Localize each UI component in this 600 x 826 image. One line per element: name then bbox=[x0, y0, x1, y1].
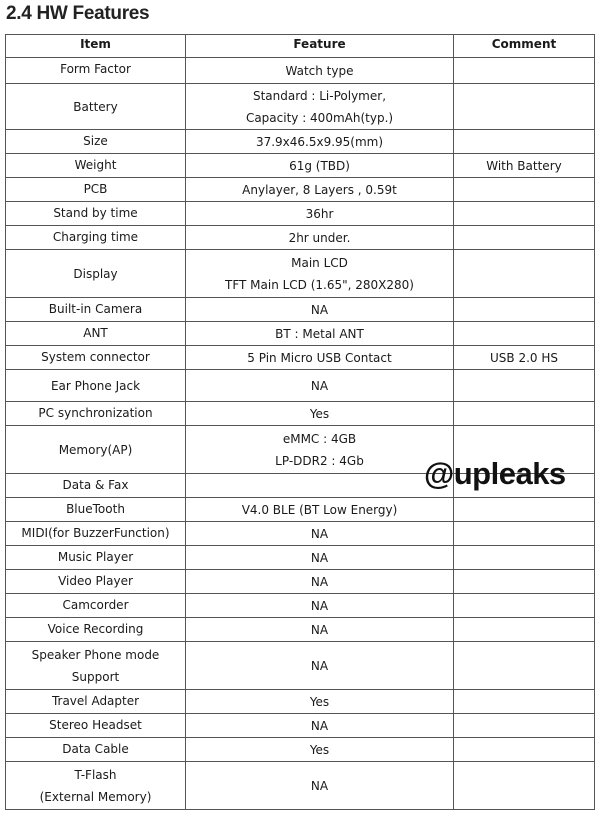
item-cell bbox=[6, 618, 186, 642]
comment-cell bbox=[454, 346, 595, 370]
feature-cell bbox=[186, 322, 454, 346]
comment-cell bbox=[454, 58, 595, 84]
item-cell bbox=[6, 154, 186, 178]
item-cell-line: ANT bbox=[83, 326, 108, 340]
table-row bbox=[6, 58, 595, 84]
item-cell-line: Support bbox=[71, 669, 120, 684]
item-cell bbox=[6, 474, 186, 498]
column-header-feature: Feature bbox=[186, 35, 454, 58]
item-cell-line: System connector bbox=[41, 350, 150, 364]
item-cell bbox=[6, 202, 186, 226]
table-row bbox=[6, 178, 595, 202]
feature-cell bbox=[186, 154, 454, 178]
table-row bbox=[6, 298, 595, 322]
item-cell bbox=[6, 370, 186, 402]
column-header-comment: Comment bbox=[454, 35, 595, 58]
comment-cell bbox=[454, 546, 595, 570]
feature-cell-line: NA bbox=[310, 598, 329, 613]
comment-cell bbox=[454, 498, 595, 522]
comment-cell bbox=[454, 738, 595, 762]
item-cell bbox=[6, 322, 186, 346]
item-cell bbox=[6, 130, 186, 154]
item-cell bbox=[6, 762, 186, 810]
table-row bbox=[6, 202, 595, 226]
feature-cell bbox=[186, 642, 454, 690]
comment-cell bbox=[454, 714, 595, 738]
feature-cell-line: Watch type bbox=[285, 63, 354, 78]
item-cell-line: BlueTooth bbox=[66, 502, 125, 516]
table-body bbox=[6, 58, 595, 810]
table-row bbox=[6, 714, 595, 738]
item-cell-line: Display bbox=[73, 266, 118, 281]
item-cell bbox=[6, 522, 186, 546]
comment-cell bbox=[454, 178, 595, 202]
feature-cell-line: Yes bbox=[309, 742, 330, 757]
feature-cell-line: NA bbox=[310, 658, 329, 673]
item-cell bbox=[6, 714, 186, 738]
feature-cell bbox=[186, 346, 454, 370]
comment-cell bbox=[454, 250, 595, 298]
item-cell-line: Travel Adapter bbox=[51, 694, 140, 708]
feature-cell-line: NA bbox=[310, 526, 329, 541]
item-cell-line: Stand by time bbox=[53, 206, 138, 220]
comment-cell bbox=[454, 130, 595, 154]
item-cell bbox=[6, 346, 186, 370]
item-cell bbox=[6, 690, 186, 714]
table-row bbox=[6, 154, 595, 178]
feature-cell-line: Standard : Li-Polymer, bbox=[252, 88, 387, 103]
feature-cell-line: TFT Main LCD (1.65", 280X280) bbox=[224, 277, 414, 292]
table-row bbox=[6, 346, 595, 370]
comment-cell-line: USB 2.0 HS bbox=[490, 350, 558, 365]
item-cell bbox=[6, 426, 186, 474]
item-cell-line: Music Player bbox=[57, 550, 134, 564]
feature-cell-line: V4.0 BLE (BT Low Energy) bbox=[241, 502, 398, 517]
comment-cell bbox=[454, 202, 595, 226]
hw-features-table bbox=[5, 34, 595, 810]
column-header-item: Item bbox=[6, 35, 186, 58]
table-row bbox=[6, 594, 595, 618]
item-cell bbox=[6, 402, 186, 426]
feature-cell bbox=[186, 594, 454, 618]
item-cell bbox=[6, 298, 186, 322]
item-cell-line: Size bbox=[83, 134, 108, 148]
feature-cell bbox=[186, 738, 454, 762]
comment-cell bbox=[454, 226, 595, 250]
table-row bbox=[6, 762, 595, 810]
section-heading: 2.4 HW Features bbox=[6, 3, 150, 24]
feature-cell bbox=[186, 714, 454, 738]
comment-cell bbox=[454, 154, 595, 178]
feature-cell-line: Main LCD bbox=[291, 255, 348, 270]
table-row bbox=[6, 226, 595, 250]
feature-cell bbox=[186, 202, 454, 226]
table-row bbox=[6, 402, 595, 426]
feature-cell bbox=[186, 618, 454, 642]
feature-cell bbox=[186, 84, 454, 130]
feature-cell bbox=[186, 546, 454, 570]
table-row bbox=[6, 642, 595, 690]
feature-cell bbox=[186, 402, 454, 426]
comment-cell bbox=[454, 322, 595, 346]
item-cell-line: Ear Phone Jack bbox=[50, 378, 141, 393]
feature-cell-line: NA bbox=[310, 622, 329, 637]
table-row bbox=[6, 690, 595, 714]
feature-cell-line: Anylayer, 8 Layers , 0.59t bbox=[242, 182, 397, 197]
feature-cell-line: Capacity : 400mAh(typ.) bbox=[245, 110, 394, 125]
comment-cell bbox=[454, 762, 595, 810]
item-cell-line: Charging time bbox=[52, 230, 139, 244]
item-cell bbox=[6, 178, 186, 202]
feature-cell-line: 37.9x46.5x9.95(mm) bbox=[255, 134, 384, 149]
item-cell-line: MIDI(for BuzzerFunction) bbox=[21, 526, 170, 540]
item-cell-line: Stereo Headset bbox=[49, 718, 142, 732]
feature-cell bbox=[186, 58, 454, 84]
feature-cell-line: NA bbox=[310, 302, 329, 317]
feature-cell-line: Yes bbox=[309, 694, 330, 709]
item-cell-line: Camcorder bbox=[62, 598, 129, 612]
feature-cell bbox=[186, 426, 454, 474]
feature-cell-line: NA bbox=[310, 378, 329, 393]
feature-cell-line: 36hr bbox=[305, 206, 334, 221]
comment-cell bbox=[454, 84, 595, 130]
comment-cell bbox=[454, 298, 595, 322]
feature-cell bbox=[186, 130, 454, 154]
table-row bbox=[6, 546, 595, 570]
comment-cell bbox=[454, 642, 595, 690]
comment-cell bbox=[454, 690, 595, 714]
item-cell bbox=[6, 738, 186, 762]
table-row bbox=[6, 250, 595, 298]
item-cell bbox=[6, 84, 186, 130]
feature-cell bbox=[186, 178, 454, 202]
table-row bbox=[6, 130, 595, 154]
table-row bbox=[6, 84, 595, 130]
feature-cell bbox=[186, 690, 454, 714]
feature-cell bbox=[186, 498, 454, 522]
feature-cell bbox=[186, 570, 454, 594]
item-cell bbox=[6, 250, 186, 298]
comment-cell-line: With Battery bbox=[486, 158, 562, 173]
item-cell-line: Video Player bbox=[58, 574, 133, 588]
item-cell-line: Data & Fax bbox=[62, 478, 129, 492]
item-cell bbox=[6, 594, 186, 618]
item-cell bbox=[6, 642, 186, 690]
feature-cell-line: eMMC : 4GB bbox=[282, 431, 357, 446]
item-cell-line: PC synchronization bbox=[38, 406, 153, 420]
feature-cell-line: NA bbox=[310, 778, 329, 793]
item-cell-line: PCB bbox=[83, 182, 108, 196]
table-header-row bbox=[6, 35, 595, 58]
comment-cell bbox=[454, 402, 595, 426]
item-cell-line: Battery bbox=[73, 99, 118, 114]
comment-cell bbox=[454, 594, 595, 618]
table-row bbox=[6, 370, 595, 402]
feature-cell-line: LP-DDR2 : 4Gb bbox=[275, 453, 364, 468]
item-cell bbox=[6, 498, 186, 522]
feature-cell-line: NA bbox=[310, 574, 329, 589]
watermark: @upleaks bbox=[424, 456, 566, 491]
table-row bbox=[6, 522, 595, 546]
item-cell-line: Data Cable bbox=[62, 742, 129, 756]
feature-cell bbox=[186, 474, 454, 498]
comment-cell bbox=[454, 570, 595, 594]
item-cell-line: (External Memory) bbox=[39, 789, 152, 804]
item-cell-line: T-Flash bbox=[74, 767, 117, 782]
feature-cell-line: 5 Pin Micro USB Contact bbox=[247, 350, 392, 365]
feature-cell bbox=[186, 250, 454, 298]
feature-cell-line: NA bbox=[310, 550, 329, 565]
feature-cell-line: BT : Metal ANT bbox=[275, 326, 364, 341]
table-row bbox=[6, 322, 595, 346]
comment-cell bbox=[454, 370, 595, 402]
feature-cell bbox=[186, 762, 454, 810]
feature-cell bbox=[186, 370, 454, 402]
table-row bbox=[6, 498, 595, 522]
feature-cell bbox=[186, 522, 454, 546]
feature-cell-line: Yes bbox=[309, 406, 330, 421]
item-cell-line: Weight bbox=[74, 158, 117, 172]
feature-cell-line: NA bbox=[310, 718, 329, 733]
feature-cell bbox=[186, 298, 454, 322]
item-cell-line: Speaker Phone mode bbox=[31, 647, 160, 662]
feature-cell-line: 2hr under. bbox=[288, 230, 351, 245]
feature-cell-line: 61g (TBD) bbox=[289, 158, 350, 173]
item-cell-line: Voice Recording bbox=[47, 622, 144, 636]
comment-cell bbox=[454, 618, 595, 642]
table-row bbox=[6, 570, 595, 594]
item-cell bbox=[6, 570, 186, 594]
table-row bbox=[6, 738, 595, 762]
item-cell bbox=[6, 58, 186, 84]
comment-cell bbox=[454, 522, 595, 546]
feature-cell bbox=[186, 226, 454, 250]
item-cell-line: Form Factor bbox=[60, 62, 131, 76]
item-cell-line: Memory(AP) bbox=[58, 442, 133, 457]
table-row bbox=[6, 618, 595, 642]
item-cell-line: Built-in Camera bbox=[48, 302, 143, 316]
item-cell bbox=[6, 546, 186, 570]
item-cell bbox=[6, 226, 186, 250]
